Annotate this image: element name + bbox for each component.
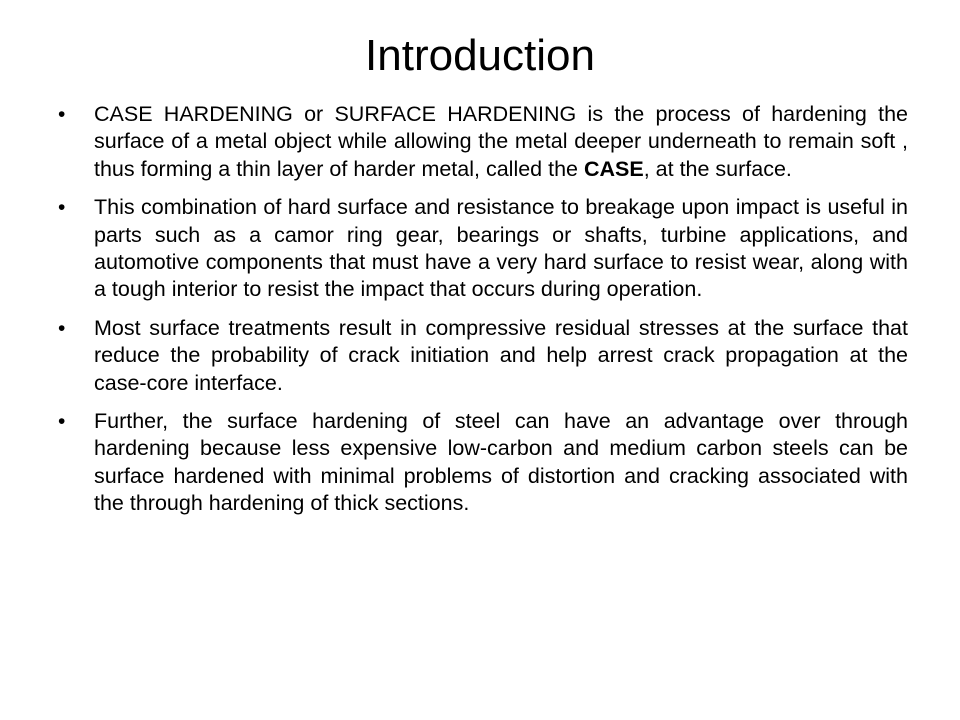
bullet-item — [58, 194, 908, 304]
case-emphasis: CASE — [583, 156, 644, 181]
bullet-item — [58, 408, 908, 518]
bullet-text — [94, 102, 908, 181]
bullet-item — [58, 315, 908, 397]
bullet-text-part: , at the surface. — [643, 156, 792, 181]
bullet-list — [58, 101, 908, 529]
bullet-text: Further, the surface hardening of steel can have an advantage over through hardening because less expensive low-carbon and medium carbon steels can be surface hardened with minimal problems of distortion and cracking associated with the through hardening of thick sections. — [94, 409, 908, 516]
bullet-text: Most surface treatments result in compressive residual stresses at the surface that reduce the probability of crack initiation and help arrest crack propagation at the case-core interface. — [94, 315, 908, 395]
bullet-icon: • — [58, 410, 66, 434]
bullet-icon: • — [58, 103, 66, 126]
bullet-item — [58, 101, 908, 183]
bullet-text: This combination of hard surface and resistance to breakage upon impact is useful in parts such as a camor ring gear, bearings or shafts, turbine applications, and automotive components that must have a very hard surface to resist wear, along with a tough interior to resist the impact that occurs during operation. — [94, 195, 908, 302]
bullet-icon: • — [58, 196, 66, 220]
slide-title: Introduction — [365, 31, 595, 80]
bullet-text-part: CASE HARDENING or SURFACE HARDENING is the process of hardening the surface of a metal object while allowing the metal deeper underneath to remain soft , thus forming a thin layer of harder metal, called the — [94, 102, 908, 181]
bullet-icon: • — [58, 316, 66, 340]
